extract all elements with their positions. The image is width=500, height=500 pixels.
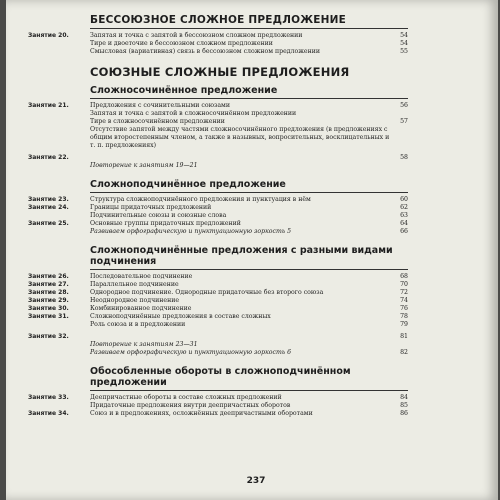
entry-text: Границы придаточных предложений bbox=[90, 204, 212, 211]
divider bbox=[90, 192, 408, 193]
lesson-label: Занятие 32. bbox=[28, 333, 69, 340]
entry-text: Придаточные предложения внутри деепричастных оборотов bbox=[90, 402, 291, 409]
entry-text: Предложения с сочинительными союзами bbox=[90, 102, 230, 109]
page-number: 76 bbox=[400, 305, 408, 312]
page-footer-number: 237 bbox=[246, 476, 266, 486]
entry-text: Повторение к занятиям 19—21 bbox=[90, 162, 198, 169]
subsection-title-complex: Сложноподчинённое предложение bbox=[90, 179, 286, 190]
page-number: 62 bbox=[400, 204, 408, 211]
entry-text: Тире и двоеточие в бессоюзном сложном предложении bbox=[90, 40, 273, 47]
page-number: 74 bbox=[400, 297, 408, 304]
lesson-label: Занятие 34. bbox=[28, 410, 69, 417]
page-number: 60 bbox=[400, 196, 408, 203]
entry-text: Развиваем орфографическую и пунктуационную зоркость 6 bbox=[90, 349, 292, 356]
lesson-label: Занятие 23. bbox=[28, 196, 69, 203]
entry-text: Отсутствие запятой между частями сложносочинённого предложения (в предложениях с общим второстепенным членом, а также в назывных, вопросительных, восклицательных и т. п. предложениях) bbox=[90, 126, 390, 149]
entry-text: Неоднородное подчинение bbox=[90, 297, 179, 304]
page-number: 55 bbox=[400, 48, 408, 55]
page-number: 63 bbox=[400, 212, 408, 219]
toc-entry bbox=[28, 394, 408, 402]
section-title-asyndetic: БЕССОЮЗНОЕ СЛОЖНОЕ ПРЕДЛОЖЕНИЕ bbox=[90, 14, 347, 26]
page-number: 58 bbox=[400, 154, 408, 161]
lesson-label: Занятие 26. bbox=[28, 273, 69, 280]
page-number: 66 bbox=[400, 228, 408, 235]
lesson-label: Занятие 30. bbox=[28, 305, 69, 312]
table-of-contents bbox=[28, 14, 408, 418]
toc-entry bbox=[90, 162, 408, 170]
toc-entry bbox=[28, 410, 408, 418]
lesson-label: Занятие 25. bbox=[28, 220, 69, 227]
page-number: 68 bbox=[400, 273, 408, 280]
page-number: 86 bbox=[400, 410, 408, 417]
entry-text: Параллельное подчинение bbox=[90, 281, 179, 288]
subsection-title-isolated-phrases: Обособленные обороты в сложноподчинённом предложении bbox=[90, 366, 351, 388]
toc-entry bbox=[90, 110, 408, 118]
entry-text: Смысловая (вариативная) связь в бессоюзном сложном предложении bbox=[90, 48, 320, 55]
entry-text: Структура сложноподчинённого предложения и пунктуация в нём bbox=[90, 196, 311, 203]
entry-text: Однородное подчинение. Однородные придаточные без второго союза bbox=[90, 289, 324, 296]
entry-text: Последовательное подчинение bbox=[90, 273, 193, 280]
entry-text: Развиваем орфографическую и пунктуационную зоркость 5 bbox=[90, 228, 292, 235]
page-number: 54 bbox=[400, 40, 408, 47]
toc-entry bbox=[28, 154, 408, 162]
page-number: 84 bbox=[400, 394, 408, 401]
subsection-title-coordinate: Сложносочинённое предложение bbox=[90, 85, 278, 96]
toc-entry bbox=[90, 48, 408, 56]
toc-entry bbox=[28, 196, 408, 204]
divider bbox=[90, 98, 408, 99]
entry-text: Сложноподчинённые предложения в составе сложных bbox=[90, 313, 271, 320]
divider bbox=[90, 390, 408, 391]
lesson-label: Занятие 22. bbox=[28, 154, 69, 161]
page-number: 70 bbox=[400, 281, 408, 288]
page-number: 79 bbox=[400, 321, 408, 328]
toc-entry bbox=[28, 305, 408, 313]
entry-text: Основные группы придаточных предложений bbox=[90, 220, 241, 227]
lesson-label: Занятие 33. bbox=[28, 394, 69, 401]
toc-entry bbox=[90, 341, 408, 349]
entry-text: Подчинительные союзы и союзные слова bbox=[90, 212, 227, 219]
page-number: 64 bbox=[400, 220, 408, 227]
page-number: 56 bbox=[400, 102, 408, 109]
toc-entry bbox=[28, 333, 408, 341]
toc-entry bbox=[28, 297, 408, 305]
book-page bbox=[6, 0, 498, 500]
lesson-label: Занятие 20. bbox=[28, 32, 69, 39]
lesson-label: Занятие 24. bbox=[28, 204, 69, 211]
section-title-compound: СОЮЗНЫЕ СЛОЖНЫЕ ПРЕДЛОЖЕНИЯ bbox=[90, 65, 350, 79]
entry-text: Повторение к занятиям 23—31 bbox=[90, 341, 198, 348]
entry-text: Запятая и точка с запятой в бессоюзном сложном предложении bbox=[90, 32, 303, 39]
lesson-label: Занятие 29. bbox=[28, 297, 69, 304]
toc-entry bbox=[90, 349, 408, 357]
page-number: 57 bbox=[400, 118, 408, 125]
toc-entry bbox=[28, 313, 408, 321]
subsection-title-subordination-types: Сложноподчинённые предложения с разными видами подчинения bbox=[90, 245, 393, 267]
page-number: 85 bbox=[400, 402, 408, 409]
toc-entry bbox=[90, 118, 408, 126]
toc-entry bbox=[90, 321, 408, 329]
toc-entry bbox=[28, 32, 408, 40]
page-number: 72 bbox=[400, 289, 408, 296]
lesson-label: Занятие 31. bbox=[28, 313, 69, 320]
entry-text: Роль союза и в предложении bbox=[90, 321, 186, 328]
page-number: 82 bbox=[400, 349, 408, 356]
page-number: 54 bbox=[400, 32, 408, 39]
lesson-label: Занятие 28. bbox=[28, 289, 69, 296]
toc-entry bbox=[90, 212, 408, 220]
toc-entry bbox=[28, 289, 408, 297]
toc-entry bbox=[90, 40, 408, 48]
toc-entry bbox=[28, 220, 408, 228]
toc-entry bbox=[90, 402, 408, 410]
lesson-label: Занятие 21. bbox=[28, 102, 69, 109]
divider bbox=[90, 28, 408, 29]
toc-entry bbox=[28, 102, 408, 110]
page-number: 78 bbox=[400, 313, 408, 320]
entry-text: Союз и в предложениях, осложнённых деепричастными оборотами bbox=[90, 410, 313, 417]
entry-text: Тире в сложносочинённом предложении bbox=[90, 118, 225, 125]
divider bbox=[90, 269, 408, 270]
page-number: 81 bbox=[400, 333, 408, 340]
entry-text: Деепричастные обороты в составе сложных предложений bbox=[90, 394, 282, 401]
entry-text: Запятая и точка с запятой в сложносочинённом предложении bbox=[90, 110, 297, 117]
toc-entry bbox=[28, 281, 408, 289]
toc-entry bbox=[28, 204, 408, 212]
toc-entry bbox=[28, 273, 408, 281]
lesson-label: Занятие 27. bbox=[28, 281, 69, 288]
toc-entry bbox=[90, 126, 408, 150]
entry-text: Комбинированное подчинение bbox=[90, 305, 192, 312]
toc-entry bbox=[90, 228, 408, 236]
